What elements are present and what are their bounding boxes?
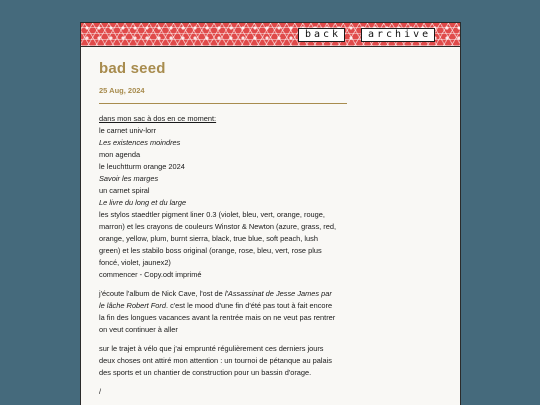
paragraph-line — [99, 288, 349, 300]
list-item: green) et les stabilo boss original (orange, rose, bleu, vert, rose plus — [99, 246, 322, 255]
list-item: un carnet spiral — [99, 186, 150, 195]
paragraph-line: sur le trajet à vélo que j'ai emprunté régulièrement ces derniers jours — [99, 344, 324, 353]
post-body — [99, 113, 349, 398]
list-item: le leuchtturm orange 2024 — [99, 162, 185, 171]
list-item: Le livre du long et du large — [99, 198, 187, 207]
trailing-paragraph — [99, 386, 349, 398]
trailing-mark: / — [99, 387, 102, 396]
list-item: Savoir les marges — [99, 174, 159, 183]
text-segment: . c'est le mood d'une fin d'été pas tout à fait encore — [165, 301, 333, 310]
back-button[interactable]: back — [298, 28, 345, 42]
paragraph-line: la fin des longues vacances avant la rentrée mais on ne veut pas rentrer — [99, 313, 336, 322]
list-item: le carnet univ-lorr — [99, 126, 157, 135]
list-item: foncé, violet, jaunex2) — [99, 258, 171, 267]
music-paragraph — [99, 288, 349, 336]
list-item: mon agenda — [99, 150, 141, 159]
bike-paragraph — [99, 343, 349, 379]
paragraph-line: deux choses ont attiré mon attention : un tournoi de pétanque au palais — [99, 356, 332, 365]
text-segment-italic: l'Assassinat de Jesse James par — [224, 289, 332, 298]
text-segment: j'écoute l'album de Nick Cave, l'ost de — [99, 289, 225, 298]
paragraph-line — [99, 300, 349, 312]
decorative-banner — [81, 23, 460, 47]
paragraph-line: des sports et un chantier de construction pour un bassin d'orage. — [99, 368, 312, 377]
post-date: 25 Aug, 2024 — [99, 86, 145, 95]
archive-button[interactable]: archive — [361, 28, 435, 42]
list-item: commencer - Copy.odt imprimé — [99, 270, 202, 279]
paragraph-line: on veut continuer à aller — [99, 325, 178, 334]
post-title: bad seed — [99, 60, 166, 77]
text-segment-italic: le lâche Robert Ford — [99, 301, 166, 310]
bag-list-heading: dans mon sac à dos en ce moment: — [99, 114, 217, 123]
list-item: orange, yellow, plum, burnt sierra, black, true blue, soft peach, lush — [99, 234, 318, 243]
list-item: marron) et les crayons de couleurs Winstor & Newton (azure, grass, red, — [99, 222, 337, 231]
list-item: Les existences moindres — [99, 138, 181, 147]
post-content — [81, 60, 347, 398]
list-item: les stylos staedtler pigment liner 0.3 (violet, bleu, vert, orange, rouge, — [99, 210, 325, 219]
page-card — [80, 22, 461, 405]
divider — [99, 103, 347, 104]
